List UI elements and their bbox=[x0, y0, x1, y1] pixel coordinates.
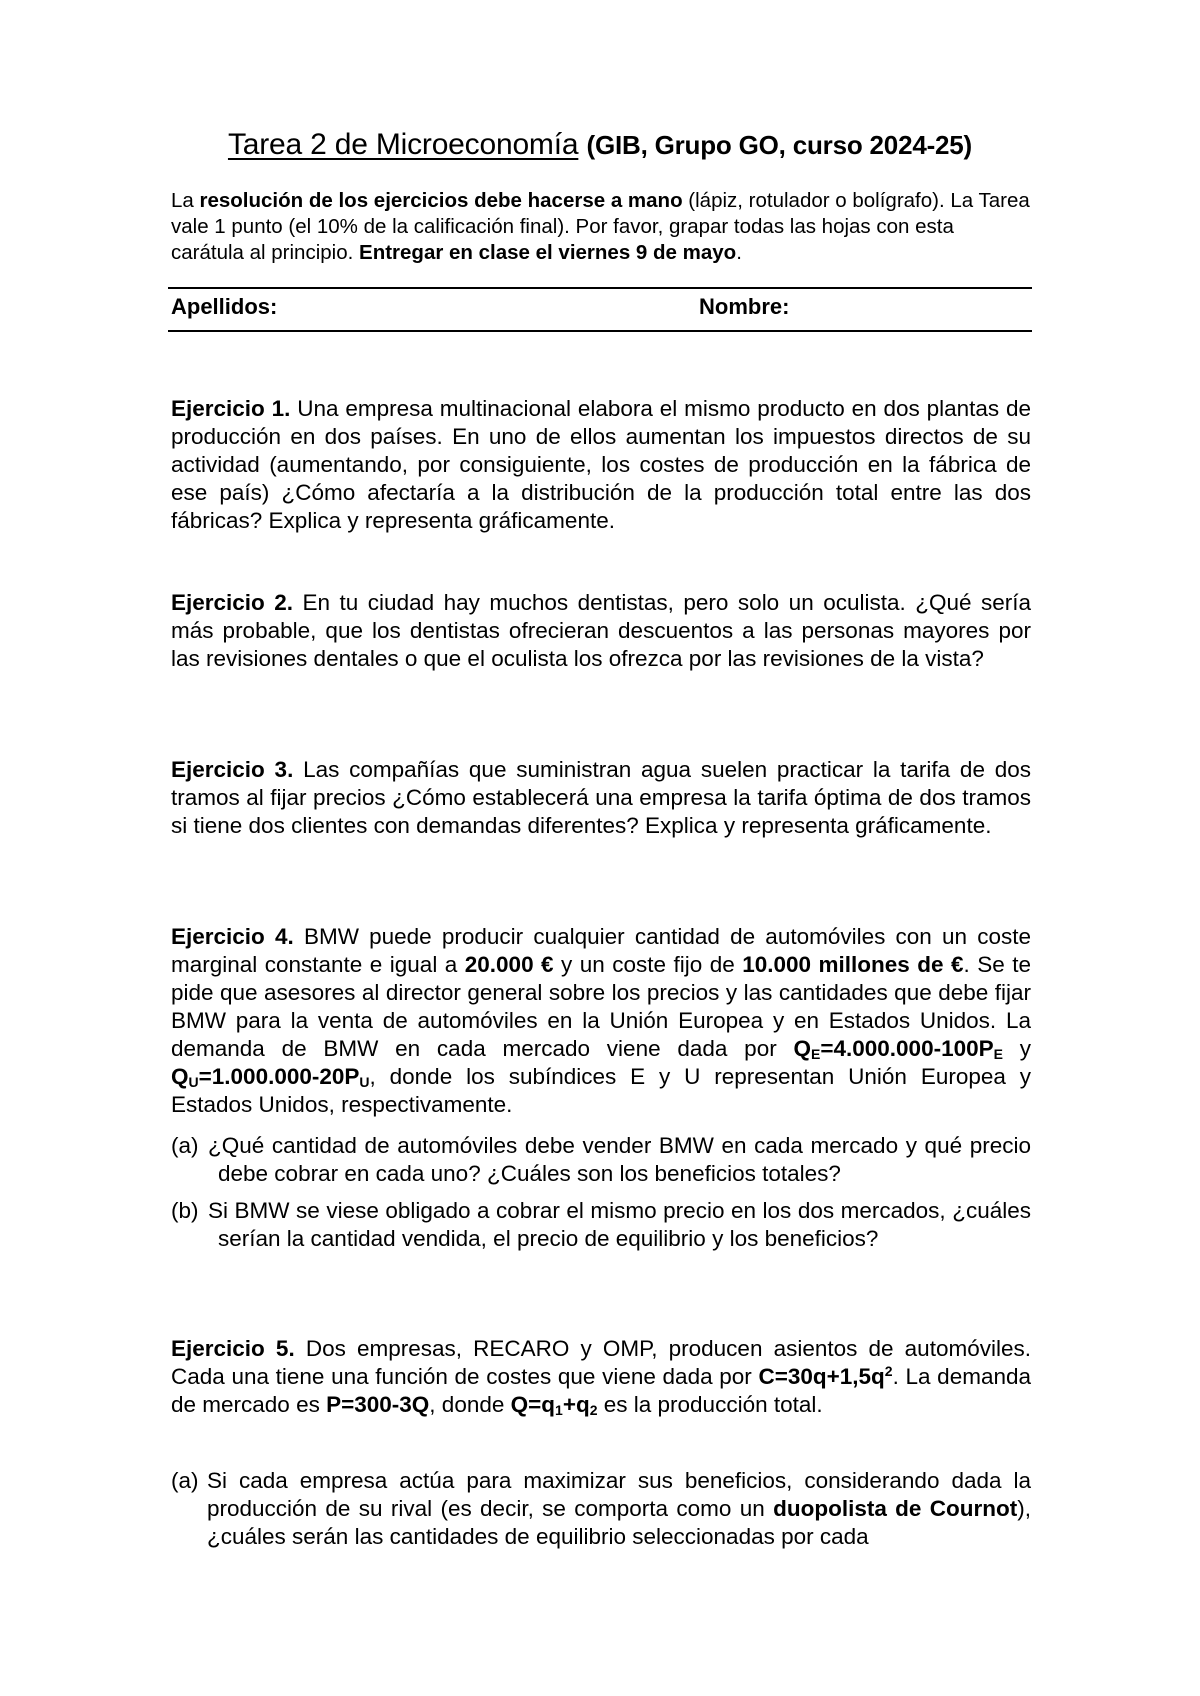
intro-paragraph: La resolución de los ejercicios debe hacerse a mano (lápiz, rotulador o bolígrafo). La Tarea vale 1 punto (el 10% de la calificación final). Por favor, grapar todas las hojas con esta carátula al principio. Entregar en clase el viernes 9 de mayo. bbox=[171, 189, 1030, 264]
exercise-4-part-a: (a) ¿Qué cantidad de automóviles debe vender BMW en cada mercado y qué precio debe cobrar en cada uno? ¿Cuáles son los beneficios totales? bbox=[171, 1133, 1031, 1186]
exercise-4-label: Ejercicio 4. bbox=[171, 924, 294, 949]
exercise-1-label: Ejercicio 1. bbox=[171, 396, 291, 421]
exercise-5-part-a: (a) Si cada empresa actúa para maximizar sus beneficios, considerando dada la producción de su rival (es decir, se comporta como un duopolista de Cournot), ¿cuáles serán las cantidades de equilibrio seleccionadas por cada bbox=[171, 1468, 1032, 1549]
exercise-3-label: Ejercicio 3. bbox=[171, 757, 294, 782]
exercise-5-label: Ejercicio 5. bbox=[171, 1336, 295, 1361]
exercise-1: Ejercicio 1. Una empresa multinacional elabora el mismo producto en dos plantas de producción en dos países. En uno de ellos aumentan los impuestos directos de su actividad (aumentando, por consiguiente, los costes de producción en la fábrica de ese país) ¿Cómo afectaría a la distribución de la producción total entre las dos fábricas? Explica y representa gráficamente. bbox=[171, 396, 1031, 533]
exercise-4-part-b: (b) Si BMW se viese obligado a cobrar el mismo precio en los dos mercados, ¿cuáles serían la cantidad vendida, el precio de equilibrio y los beneficios? bbox=[171, 1198, 1031, 1251]
title-main: Tarea 2 de Microeconomía bbox=[227, 128, 579, 161]
demand-us: $Q_U=1.000.000-20P_U$ bbox=[171, 1064, 370, 1090]
top-rule bbox=[168, 287, 1032, 289]
cost-function: $C=30q+1,5q^2$ bbox=[758, 1363, 893, 1389]
name-label: Nombre: bbox=[699, 294, 790, 319]
exercise-4: Ejercicio 4. BMW puede producir cualquier cantidad de automóviles con un coste marginal constante e igual a 20.000 € y un coste fijo de 10.000 millones de €. Se te pide que asesores al director general sobre los precios y las cantidades que debe fijar BMW para la venta de automóviles en la Unión Europea y en Estados Unidos. La demanda de BMW en cada mercado viene dada por $Q_E=4.000.000-100P_E$ y $Q_U=1.000.000-20P_U$, donde los subíndices E y U representan Unión Europea y Estados Unidos, respectivamente. bbox=[171, 924, 1031, 1117]
page-title bbox=[0, 128, 1200, 162]
exercise-3: Ejercicio 3. Las compañías que suministran agua suelen practicar la tarifa de dos tramos al fijar precios ¿Cómo establecerá una empresa la tarifa óptima de dos tramos si tiene dos clientes con demandas diferentes? Explica y representa gráficamente. bbox=[171, 757, 1031, 838]
exercise-2-label: Ejercicio 2. bbox=[171, 590, 294, 615]
exercise-2: Ejercicio 2. En tu ciudad hay muchos dentistas, pero solo un oculista. ¿Qué sería más probable, que los dentistas ofrecieran descuentos a las personas mayores por las revisiones dentales o que el oculista los ofrezca por las revisiones de la vista? bbox=[171, 590, 1031, 671]
title-subtitle: (GIB, Grupo GO, curso 2024-25) bbox=[586, 130, 973, 160]
bottom-rule bbox=[168, 330, 1032, 332]
student-fields bbox=[171, 294, 1031, 324]
exercise-5: Ejercicio 5. Dos empresas, RECARO y OMP, producen asientos de automóviles. Cada una tiene una función de costes que viene dada por $C=30q+1,5q^2$. La demanda de mercado es P=300-3Q, donde $Q=q_1+q_2$ es la producción total. bbox=[171, 1336, 1032, 1418]
demand-eu: $Q_E=4.000.000-100P_E$ bbox=[793, 1036, 1003, 1062]
market-demand: P=300-3Q bbox=[326, 1392, 430, 1417]
surname-label: Apellidos: bbox=[171, 294, 278, 319]
total-output: $Q=q_1+q_2$ bbox=[510, 1392, 598, 1418]
